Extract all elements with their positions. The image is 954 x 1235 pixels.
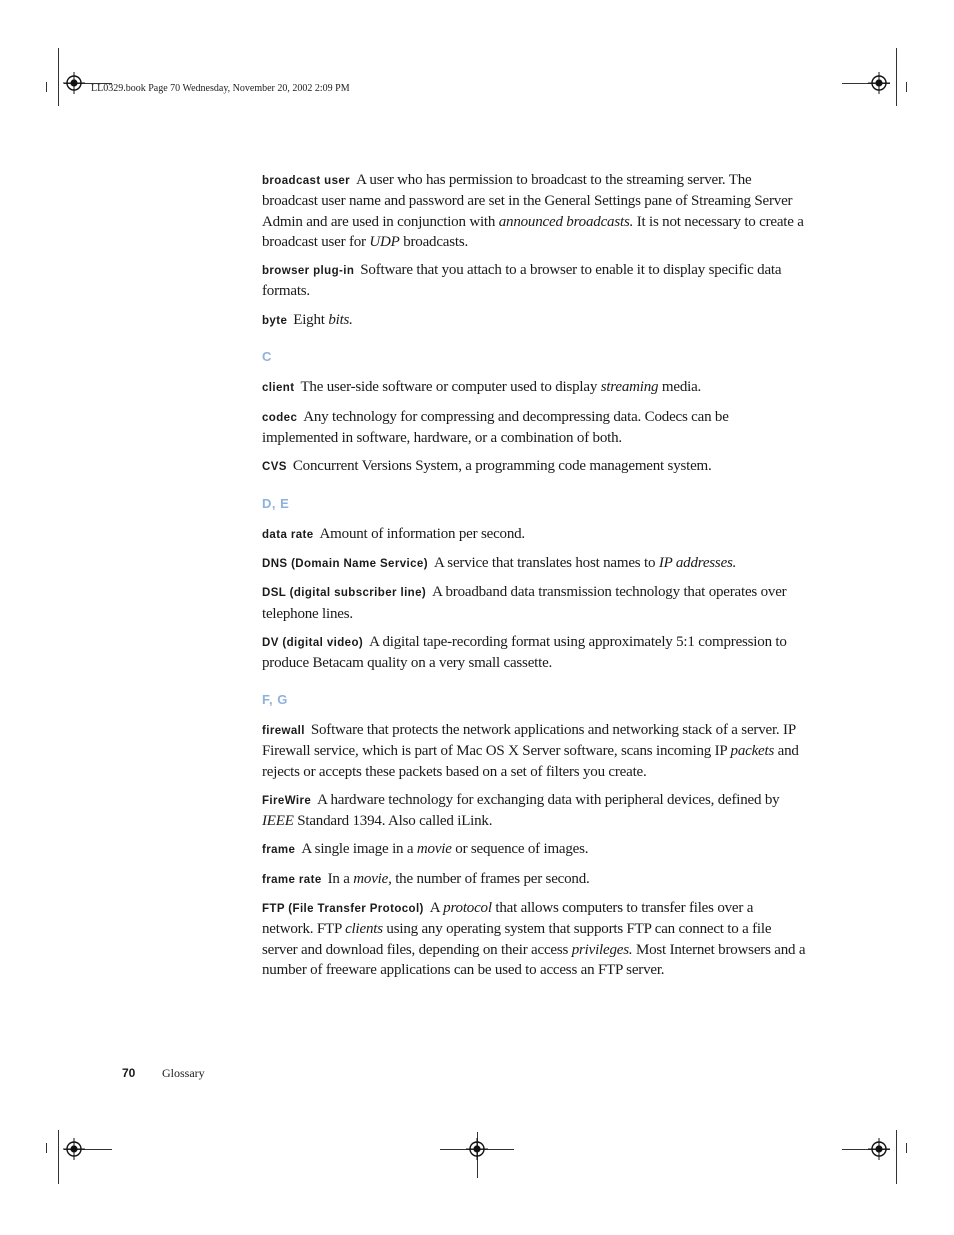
definition-text: A single image in a (301, 841, 417, 858)
registration-mark-icon (63, 72, 85, 94)
crop-line (906, 82, 907, 92)
definition-text: It is not necessary to create a broadcast user for (262, 213, 804, 250)
definition-text: broadcasts. (399, 233, 469, 250)
glossary-entry (262, 898, 807, 980)
cross-reference-term: UDP (369, 233, 400, 250)
glossary-term: FTP (File Transfer Protocol) (262, 903, 424, 916)
section-heading: C (262, 349, 272, 365)
glossary-entry (262, 839, 807, 860)
definition-text: Most Internet browsers and a number of freeware applications can be used to access an FTP server. (262, 941, 806, 978)
definition-text: A user who has permission to broadcast to the streaming server. The broadcast user name and password are set in the General Settings pane of Streaming Server Admin and are used in conjunction with (262, 172, 793, 230)
crop-line (46, 82, 47, 92)
definition-text: Amount of information per second. (319, 525, 525, 542)
footer-section-title: Glossary (162, 1066, 205, 1080)
page-footer (122, 1064, 205, 1082)
cross-reference-term: movie (416, 841, 452, 858)
glossary-definition (293, 312, 353, 328)
glossary-definition (262, 722, 799, 780)
glossary-term: DNS (Domain Name Service) (262, 558, 428, 571)
glossary-definition (262, 792, 779, 829)
glossary-entry (262, 310, 807, 331)
crop-line (896, 48, 897, 106)
glossary-entry (262, 377, 807, 398)
definition-text: Concurrent Versions System, a programming code management system. (292, 458, 712, 475)
definition-text: The user-side software or computer used to display (300, 379, 601, 396)
definition-text: media. (658, 379, 702, 396)
crop-line (46, 1143, 47, 1153)
glossary-term: codec (262, 411, 298, 424)
registration-mark-icon (466, 1138, 488, 1160)
definition-text: that allows computers to transfer files over a network. FTP (262, 900, 754, 938)
definition-text: the number of frames per second. (391, 870, 590, 887)
cross-reference-term: announced broadcasts. (498, 213, 634, 230)
cross-reference-term: packets (730, 743, 775, 760)
glossary-term: DV (digital video) (262, 637, 364, 650)
glossary-definition (293, 458, 712, 474)
cross-reference-term: bits. (328, 311, 353, 328)
cross-reference-term: streaming (600, 379, 659, 396)
section-heading: F, G (262, 691, 288, 707)
glossary-entry (262, 720, 807, 782)
definition-text: using any operating system that supports FTP can connect to a file server and download files, depending on their access (262, 921, 772, 958)
crop-line (896, 1130, 897, 1184)
glossary-entry (262, 869, 807, 890)
glossary-term: frame (262, 844, 296, 857)
cross-reference-term: privileges. (571, 941, 633, 958)
glossary-definition (328, 871, 590, 887)
glossary-entry (262, 582, 807, 624)
glossary-term: FireWire (262, 794, 312, 807)
definition-text: or sequence of images. (451, 841, 589, 858)
crop-line (58, 48, 59, 106)
glossary-definition (434, 555, 736, 571)
glossary-entry (262, 524, 807, 545)
glossary-entry (262, 632, 807, 674)
glossary-entry (262, 260, 807, 302)
section-heading: D, E (262, 495, 290, 511)
cross-reference-term: movie, (353, 870, 392, 887)
glossary-entry (262, 553, 807, 574)
glossary-term: browser plug-in (262, 265, 355, 278)
definition-text: Software that protects the network applications and networking stack of a server. IP Firewall service, which is part of Mac OS X Server software, scans incoming IP (262, 721, 796, 760)
cross-reference-term: IP addresses. (658, 555, 737, 572)
glossary-list (262, 170, 807, 988)
page-number: 70 (122, 1066, 136, 1080)
glossary-definition (262, 409, 729, 446)
glossary-entry (262, 790, 807, 832)
glossary-term: broadcast user (262, 175, 351, 187)
glossary-definition (301, 841, 588, 857)
definition-text: Software that you attach to a browser to enable it to display specific data formats. (262, 262, 782, 300)
definition-text: In a (327, 870, 354, 887)
registration-mark-icon (63, 1138, 85, 1160)
definition-text: A (429, 900, 444, 917)
definition-text: A broadband data transmission technology that operates over telephone lines. (262, 584, 787, 622)
definition-text: A hardware technology for exchanging data with peripheral devices, defined by (317, 791, 780, 808)
glossary-definition (320, 526, 525, 542)
definition-text: A service that translates host names to (433, 555, 659, 572)
glossary-entry (262, 456, 807, 477)
cross-reference-term: protocol (443, 900, 492, 917)
glossary-term: DSL (digital subscriber line) (262, 587, 427, 600)
cross-reference-term: clients (345, 921, 383, 938)
definition-text: A digital tape-recording format using approximately 5:1 compression to produce Betacam quality on a very small cassette. (262, 634, 787, 672)
glossary-term: client (262, 382, 295, 395)
glossary-term: byte (262, 314, 288, 327)
glossary-term: CVS (262, 461, 287, 474)
glossary-term: firewall (262, 724, 305, 737)
cross-reference-term: IEEE (262, 813, 294, 830)
glossary-entry (262, 407, 807, 449)
definition-text: Standard 1394. Also called iLink. (293, 813, 493, 830)
glossary-definition (300, 379, 701, 395)
registration-mark-icon (868, 72, 890, 94)
glossary-term: frame rate (262, 873, 322, 886)
glossary-term: data rate (262, 528, 314, 541)
crop-line (906, 1143, 907, 1153)
registration-mark-icon (868, 1138, 890, 1160)
glossary-entry (262, 170, 807, 252)
crop-line (58, 1130, 59, 1184)
definition-text: Eight (293, 311, 329, 328)
print-info-header: LL0329.book Page 70 Wednesday, November 20, 2002 2:09 PM (91, 83, 350, 94)
definition-text: and rejects or accepts these packets based on a set of filters you create. (262, 743, 799, 780)
definition-text: Any technology for compressing and decompressing data. Codecs can be implemented in software, hardware, or a combination of both. (262, 408, 729, 446)
